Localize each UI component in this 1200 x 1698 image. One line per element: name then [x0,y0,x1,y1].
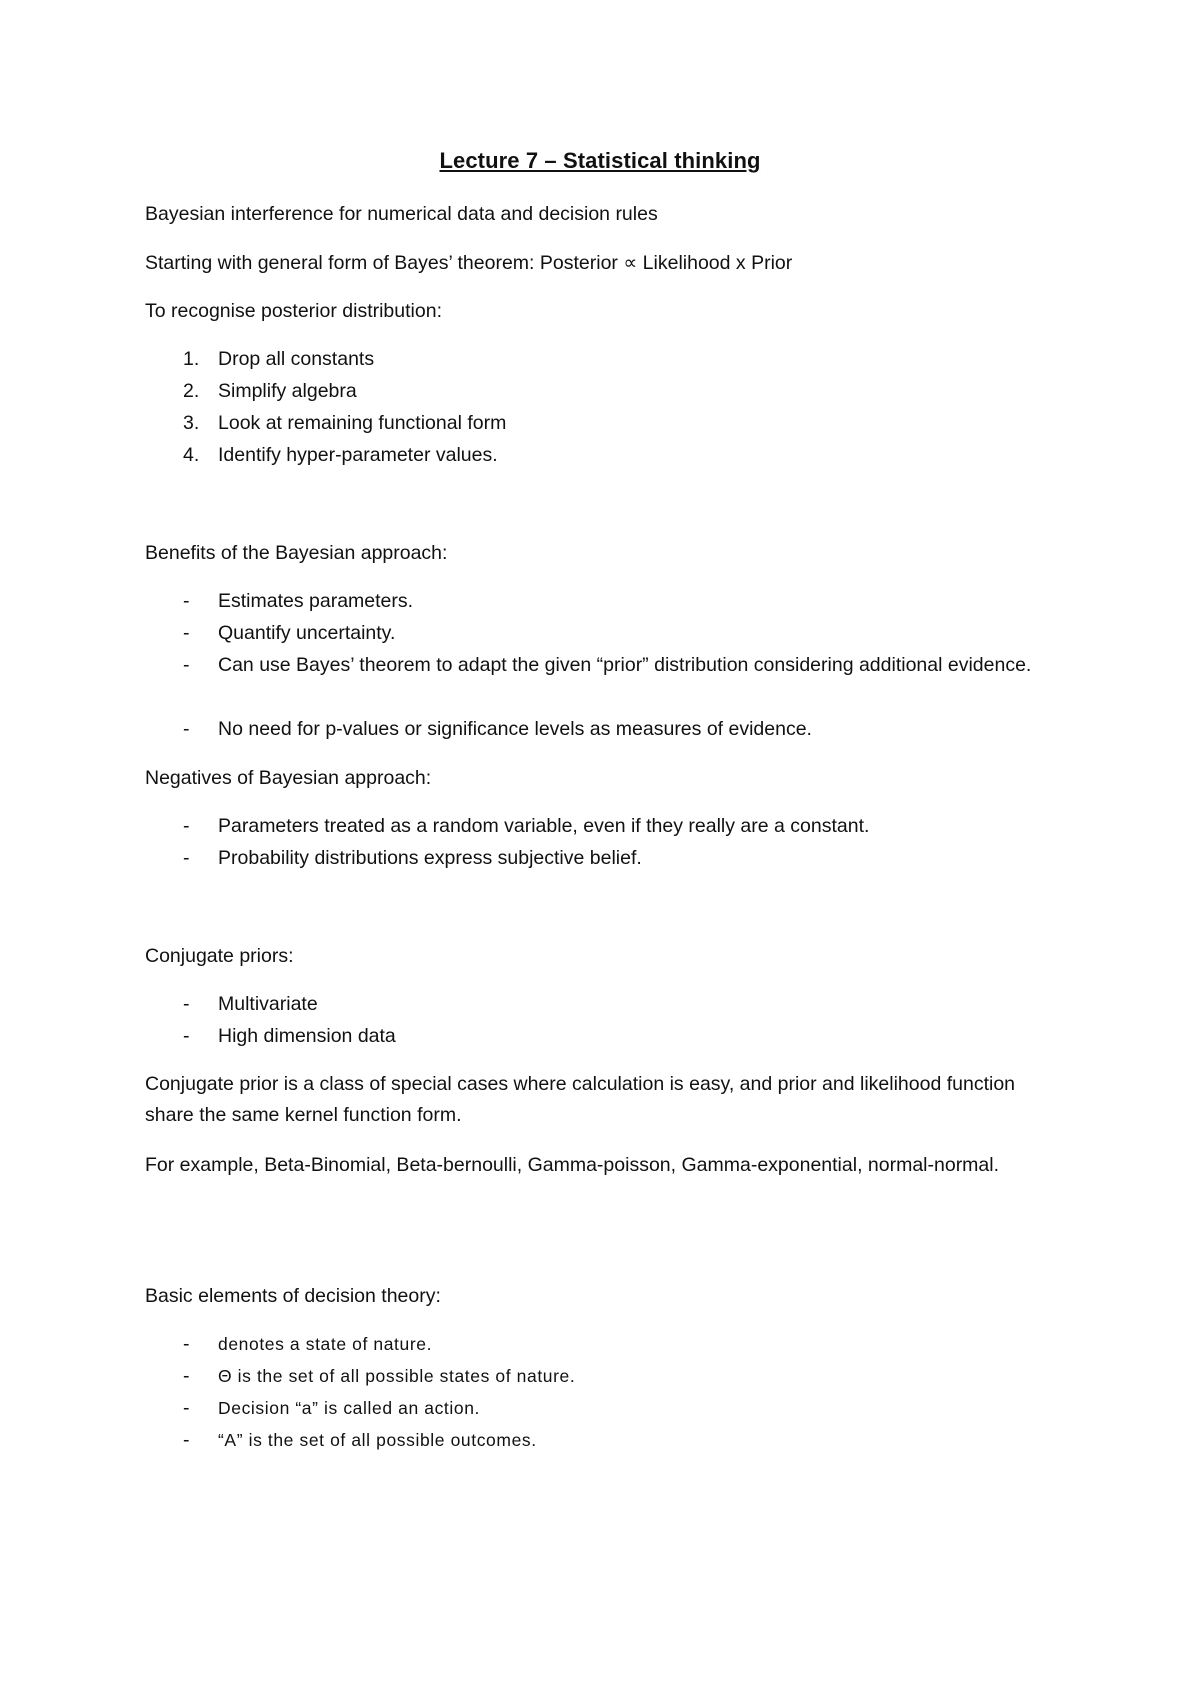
bullet-marker: - [183,718,190,740]
benefit-item: Quantify uncertainty. [218,622,396,644]
step-number: 1. [183,348,200,370]
bullet-marker: - [183,654,190,676]
decision-item: Θ is the set of all possible states of nature. [218,1366,576,1386]
bullet-marker: - [183,847,190,869]
decision-item: “A” is the set of all possible outcomes. [218,1430,537,1450]
step-number: 3. [183,412,200,434]
decision-item: denotes a state of nature. [218,1334,433,1354]
conjugate-item: High dimension data [218,1025,396,1047]
bullet-marker: - [183,1429,190,1451]
step-number: 2. [183,380,200,402]
intro-line-1: Bayesian interference for numerical data and decision rules [145,203,658,225]
step-item: Identify hyper-parameter values. [218,444,498,466]
bullet-marker: - [183,1365,190,1387]
bullet-marker: - [183,1333,190,1355]
negative-item: Parameters treated as a random variable, even if they really are a constant. [218,815,870,837]
conjugate-item: Multivariate [218,993,318,1015]
bullet-marker: - [183,622,190,644]
conjugate-paragraph: Conjugate prior is a class of special cases where calculation is easy, and prior and likelihood function share the same kernel function form. [145,1073,1016,1126]
bullet-marker: - [183,1397,190,1419]
bullet-marker: - [183,993,190,1015]
benefit-item: Can use Bayes’ theorem to adapt the given “prior” distribution considering additional evidence. [218,654,1032,676]
step-item: Drop all constants [218,348,375,370]
decision-item: Decision “a” is called an action. [218,1398,480,1418]
intro-line-3: To recognise posterior distribution: [145,300,442,322]
negatives-heading: Negatives of Bayesian approach: [145,767,432,789]
bullet-marker: - [183,815,190,837]
conjugate-examples: For example, Beta-Binomial, Beta-bernoulli, Gamma-poisson, Gamma-exponential, normal-normal. [145,1154,1000,1176]
bullet-marker: - [183,590,190,612]
page-title: Lecture 7 – Statistical thinking [439,148,761,173]
step-item: Simplify algebra [218,380,357,402]
step-number: 4. [183,444,200,466]
benefit-item: No need for p-values or significance levels as measures of evidence. [218,718,812,740]
negative-item: Probability distributions express subjective belief. [218,847,642,869]
bullet-marker: - [183,1025,190,1047]
benefit-item: Estimates parameters. [218,590,414,612]
decision-heading: Basic elements of decision theory: [145,1285,441,1307]
intro-line-2: Starting with general form of Bayes’ theorem: Posterior ∝ Likelihood x Prior [145,252,793,274]
benefits-heading: Benefits of the Bayesian approach: [145,542,448,564]
step-item: Look at remaining functional form [218,412,507,434]
conjugate-heading: Conjugate priors: [145,945,294,967]
